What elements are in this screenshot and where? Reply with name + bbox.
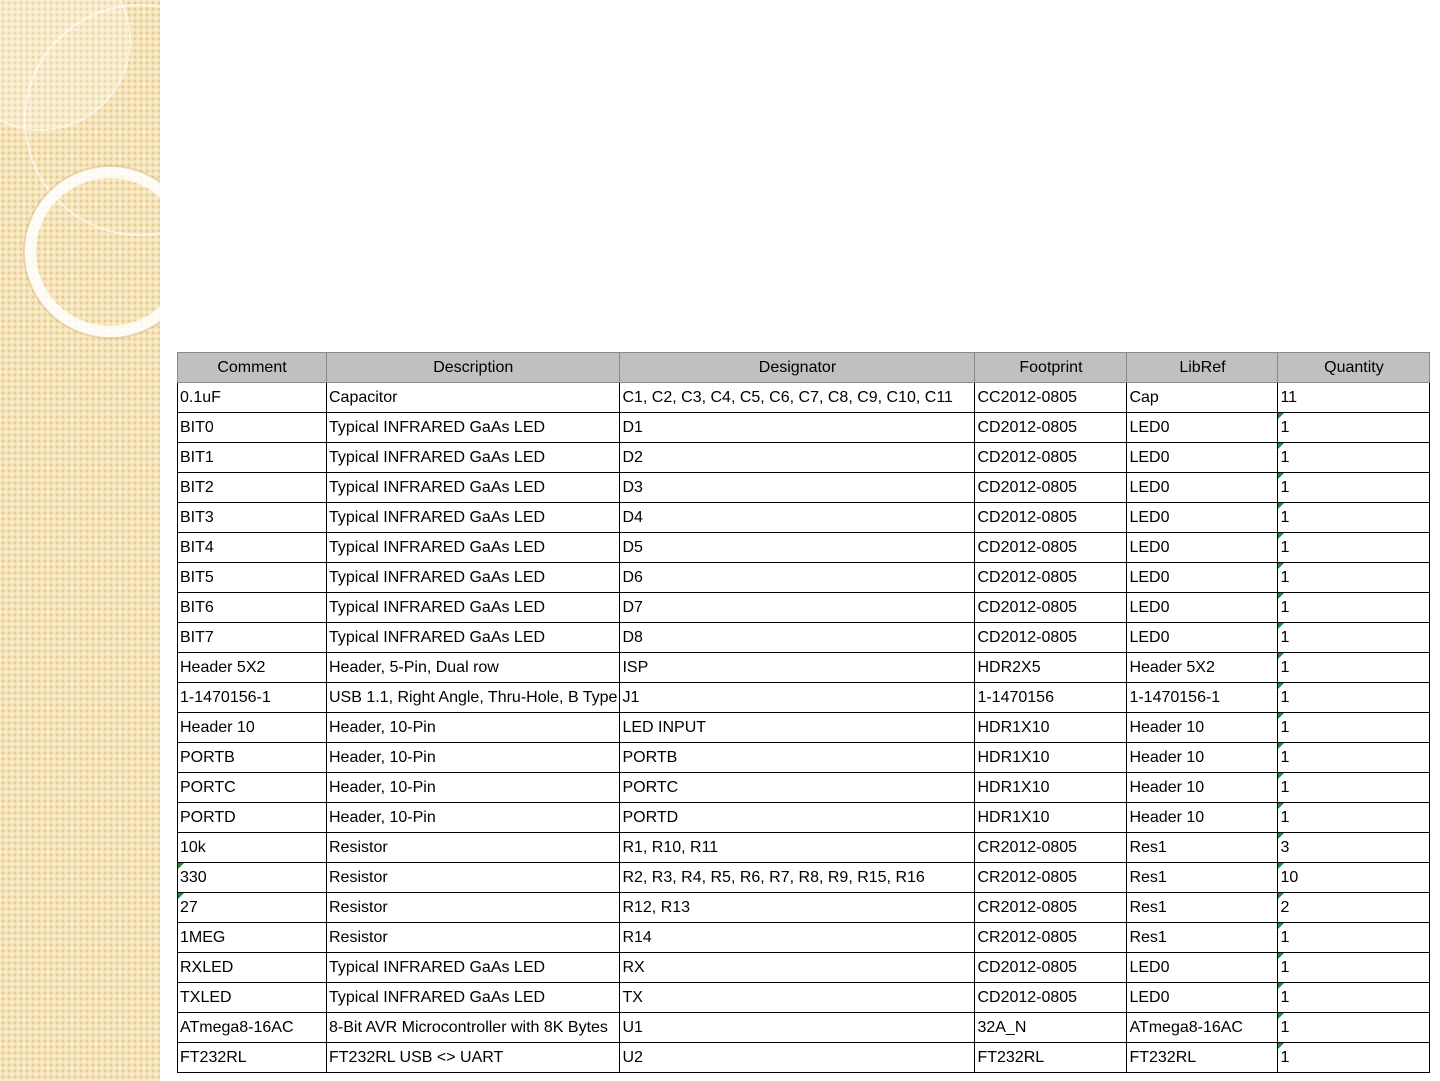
footprint-cell[interactable]: CD2012-0805 [975, 563, 1127, 593]
libref-cell[interactable]: LED0 [1127, 563, 1278, 593]
comment-cell[interactable]: PORTC [178, 773, 327, 803]
comment-cell[interactable]: FT232RL [178, 1043, 327, 1073]
table-row [178, 683, 1430, 713]
footprint-cell[interactable]: 1-1470156 [975, 683, 1127, 713]
table-row [178, 443, 1430, 473]
designator-cell[interactable]: D2 [620, 443, 975, 473]
description-cell[interactable]: Header, 10-Pin [327, 743, 620, 773]
comment-cell[interactable]: 10k [178, 833, 327, 863]
footprint-cell[interactable]: CR2012-0805 [975, 893, 1127, 923]
quantity-cell[interactable]: 1 [1278, 653, 1430, 683]
footprint-cell[interactable]: CD2012-0805 [975, 533, 1127, 563]
quantity-cell[interactable]: 1 [1278, 743, 1430, 773]
footprint-cell[interactable]: CD2012-0805 [975, 983, 1127, 1013]
footprint-cell[interactable]: CD2012-0805 [975, 593, 1127, 623]
bom-table [177, 352, 1430, 1073]
description-cell[interactable]: Typical INFRARED GaAs LED [327, 503, 620, 533]
libref-cell[interactable]: Header 10 [1127, 743, 1278, 773]
comment-cell[interactable]: BIT5 [178, 563, 327, 593]
comment-cell[interactable]: PORTD [178, 803, 327, 833]
footprint-cell[interactable]: CR2012-0805 [975, 863, 1127, 893]
table-row [178, 653, 1430, 683]
description-cell[interactable]: Typical INFRARED GaAs LED [327, 563, 620, 593]
designator-cell[interactable]: R14 [620, 923, 975, 953]
quantity-cell[interactable]: 1 [1278, 683, 1430, 713]
footprint-cell[interactable]: CD2012-0805 [975, 503, 1127, 533]
libref-cell[interactable]: LED0 [1127, 953, 1278, 983]
column-header[interactable]: Comment [178, 353, 327, 383]
table-row [178, 503, 1430, 533]
description-cell[interactable]: Typical INFRARED GaAs LED [327, 533, 620, 563]
decorative-circles [0, 0, 160, 1081]
libref-cell[interactable]: Header 10 [1127, 773, 1278, 803]
table-row [178, 1013, 1430, 1043]
description-cell[interactable]: Capacitor [327, 383, 620, 413]
libref-cell[interactable]: Header 5X2 [1127, 653, 1278, 683]
footprint-cell[interactable]: CR2012-0805 [975, 923, 1127, 953]
description-cell[interactable]: Header, 10-Pin [327, 773, 620, 803]
footprint-cell[interactable]: HDR1X10 [975, 713, 1127, 743]
table-row [178, 413, 1430, 443]
quantity-cell[interactable]: 1 [1278, 713, 1430, 743]
comment-cell[interactable]: PORTB [178, 743, 327, 773]
table-row [178, 743, 1430, 773]
comment-cell[interactable]: Header 5X2 [178, 653, 327, 683]
comment-cell[interactable]: Header 10 [178, 713, 327, 743]
libref-cell[interactable]: LED0 [1127, 533, 1278, 563]
libref-cell[interactable]: FT232RL [1127, 1043, 1278, 1073]
column-header[interactable]: Designator [620, 353, 975, 383]
quantity-cell[interactable]: 1 [1278, 623, 1430, 653]
libref-cell[interactable]: LED0 [1127, 473, 1278, 503]
comment-cell[interactable]: BIT7 [178, 623, 327, 653]
quantity-cell[interactable]: 1 [1278, 803, 1430, 833]
designator-cell[interactable]: PORTC [620, 773, 975, 803]
quantity-cell[interactable]: 11 [1278, 383, 1430, 413]
table-row [178, 593, 1430, 623]
quantity-cell[interactable]: 1 [1278, 1013, 1430, 1043]
description-cell[interactable]: Typical INFRARED GaAs LED [327, 443, 620, 473]
table-row [178, 923, 1430, 953]
designator-cell[interactable]: R12, R13 [620, 893, 975, 923]
libref-cell[interactable]: ATmega8-16AC [1127, 1013, 1278, 1043]
comment-cell[interactable]: BIT2 [178, 473, 327, 503]
quantity-cell[interactable]: 1 [1278, 953, 1430, 983]
designator-cell[interactable]: R2, R3, R4, R5, R6, R7, R8, R9, R15, R16 [620, 863, 975, 893]
quantity-cell[interactable]: 1 [1278, 473, 1430, 503]
footprint-cell[interactable]: HDR1X10 [975, 773, 1127, 803]
quantity-cell[interactable]: 1 [1278, 533, 1430, 563]
designator-cell[interactable]: D5 [620, 533, 975, 563]
comment-cell[interactable]: 27 [178, 893, 327, 923]
designator-cell[interactable]: TX [620, 983, 975, 1013]
table-body [178, 383, 1430, 1073]
libref-cell[interactable]: Res1 [1127, 863, 1278, 893]
column-header[interactable]: Footprint [975, 353, 1127, 383]
designator-cell[interactable]: D1 [620, 413, 975, 443]
description-cell[interactable]: Resistor [327, 863, 620, 893]
designator-cell[interactable]: ISP [620, 653, 975, 683]
quantity-cell[interactable]: 1 [1278, 593, 1430, 623]
table-row [178, 473, 1430, 503]
libref-cell[interactable]: Res1 [1127, 833, 1278, 863]
comment-cell[interactable]: 1-1470156-1 [178, 683, 327, 713]
table-row [178, 983, 1430, 1013]
decorative-sidebar [0, 0, 160, 1081]
description-cell[interactable]: Resistor [327, 923, 620, 953]
designator-cell[interactable]: D3 [620, 473, 975, 503]
comment-cell[interactable]: RXLED [178, 953, 327, 983]
quantity-cell[interactable]: 10 [1278, 863, 1430, 893]
footprint-cell[interactable]: HDR1X10 [975, 803, 1127, 833]
libref-cell[interactable]: LED0 [1127, 983, 1278, 1013]
footprint-cell[interactable]: CD2012-0805 [975, 443, 1127, 473]
designator-cell[interactable]: C1, C2, C3, C4, C5, C6, C7, C8, C9, C10, C11 [620, 383, 975, 413]
description-cell[interactable]: Typical INFRARED GaAs LED [327, 593, 620, 623]
table-row [178, 893, 1430, 923]
description-cell[interactable]: Typical INFRARED GaAs LED [327, 623, 620, 653]
footprint-cell[interactable]: CD2012-0805 [975, 413, 1127, 443]
description-cell[interactable]: 8-Bit AVR Microcontroller with 8K Bytes [327, 1013, 620, 1043]
libref-cell[interactable]: LED0 [1127, 443, 1278, 473]
comment-cell[interactable]: BIT0 [178, 413, 327, 443]
description-cell[interactable]: Typical INFRARED GaAs LED [327, 413, 620, 443]
quantity-cell[interactable]: 2 [1278, 893, 1430, 923]
table-row [178, 1043, 1430, 1073]
libref-cell[interactable]: 1-1470156-1 [1127, 683, 1278, 713]
comment-cell[interactable]: 330 [178, 863, 327, 893]
description-cell[interactable]: Header, 5-Pin, Dual row [327, 653, 620, 683]
designator-cell[interactable]: D4 [620, 503, 975, 533]
designator-cell[interactable]: LED INPUT [620, 713, 975, 743]
description-cell[interactable]: Resistor [327, 893, 620, 923]
libref-cell[interactable]: LED0 [1127, 593, 1278, 623]
quantity-cell[interactable]: 1 [1278, 443, 1430, 473]
designator-cell[interactable]: D6 [620, 563, 975, 593]
comment-cell[interactable]: BIT6 [178, 593, 327, 623]
designator-cell[interactable]: RX [620, 953, 975, 983]
libref-cell[interactable]: Cap [1127, 383, 1278, 413]
designator-cell[interactable]: U2 [620, 1043, 975, 1073]
description-cell[interactable]: Typical INFRARED GaAs LED [327, 953, 620, 983]
quantity-cell[interactable]: 1 [1278, 773, 1430, 803]
table-row [178, 713, 1430, 743]
column-header[interactable]: Description [327, 353, 620, 383]
libref-cell[interactable]: Header 10 [1127, 803, 1278, 833]
table-row [178, 533, 1430, 563]
column-header[interactable]: Quantity [1278, 353, 1430, 383]
footprint-cell[interactable]: HDR2X5 [975, 653, 1127, 683]
comment-cell[interactable]: BIT1 [178, 443, 327, 473]
libref-cell[interactable]: LED0 [1127, 623, 1278, 653]
designator-cell[interactable]: PORTB [620, 743, 975, 773]
footprint-cell[interactable]: CR2012-0805 [975, 833, 1127, 863]
footprint-cell[interactable]: FT232RL [975, 1043, 1127, 1073]
table-row [178, 563, 1430, 593]
footprint-cell[interactable]: HDR1X10 [975, 743, 1127, 773]
designator-cell[interactable]: PORTD [620, 803, 975, 833]
designator-cell[interactable]: D8 [620, 623, 975, 653]
libref-cell[interactable]: LED0 [1127, 503, 1278, 533]
table-row [178, 623, 1430, 653]
description-cell[interactable]: Typical INFRARED GaAs LED [327, 473, 620, 503]
table-row [178, 803, 1430, 833]
description-cell[interactable]: Resistor [327, 833, 620, 863]
designator-cell[interactable]: U1 [620, 1013, 975, 1043]
quantity-cell[interactable]: 1 [1278, 563, 1430, 593]
table-row [178, 863, 1430, 893]
quantity-cell[interactable]: 3 [1278, 833, 1430, 863]
comment-cell[interactable]: 0.1uF [178, 383, 327, 413]
description-cell[interactable]: Typical INFRARED GaAs LED [327, 983, 620, 1013]
table-row [178, 383, 1430, 413]
comment-cell[interactable]: BIT3 [178, 503, 327, 533]
description-cell[interactable]: Header, 10-Pin [327, 713, 620, 743]
description-cell[interactable]: USB 1.1, Right Angle, Thru-Hole, B Type [327, 683, 620, 713]
comment-cell[interactable]: TXLED [178, 983, 327, 1013]
designator-cell[interactable]: J1 [620, 683, 975, 713]
table-header-row [178, 353, 1430, 383]
footprint-cell[interactable]: CD2012-0805 [975, 473, 1127, 503]
footprint-cell[interactable]: 32A_N [975, 1013, 1127, 1043]
comment-cell[interactable]: 1MEG [178, 923, 327, 953]
quantity-cell[interactable]: 1 [1278, 983, 1430, 1013]
libref-cell[interactable]: Res1 [1127, 923, 1278, 953]
footprint-cell[interactable]: CD2012-0805 [975, 623, 1127, 653]
table-row [178, 773, 1430, 803]
description-cell[interactable]: FT232RL USB <> UART [327, 1043, 620, 1073]
footprint-cell[interactable]: CC2012-0805 [975, 383, 1127, 413]
footprint-cell[interactable]: CD2012-0805 [975, 953, 1127, 983]
quantity-cell[interactable]: 1 [1278, 923, 1430, 953]
designator-cell[interactable]: R1, R10, R11 [620, 833, 975, 863]
comment-cell[interactable]: BIT4 [178, 533, 327, 563]
column-header[interactable]: LibRef [1127, 353, 1278, 383]
quantity-cell[interactable]: 1 [1278, 1043, 1430, 1073]
libref-cell[interactable]: LED0 [1127, 413, 1278, 443]
quantity-cell[interactable]: 1 [1278, 413, 1430, 443]
libref-cell[interactable]: Header 10 [1127, 713, 1278, 743]
designator-cell[interactable]: D7 [620, 593, 975, 623]
libref-cell[interactable]: Res1 [1127, 893, 1278, 923]
table-row [178, 833, 1430, 863]
table-row [178, 953, 1430, 983]
comment-cell[interactable]: ATmega8-16AC [178, 1013, 327, 1043]
description-cell[interactable]: Header, 10-Pin [327, 803, 620, 833]
quantity-cell[interactable]: 1 [1278, 503, 1430, 533]
